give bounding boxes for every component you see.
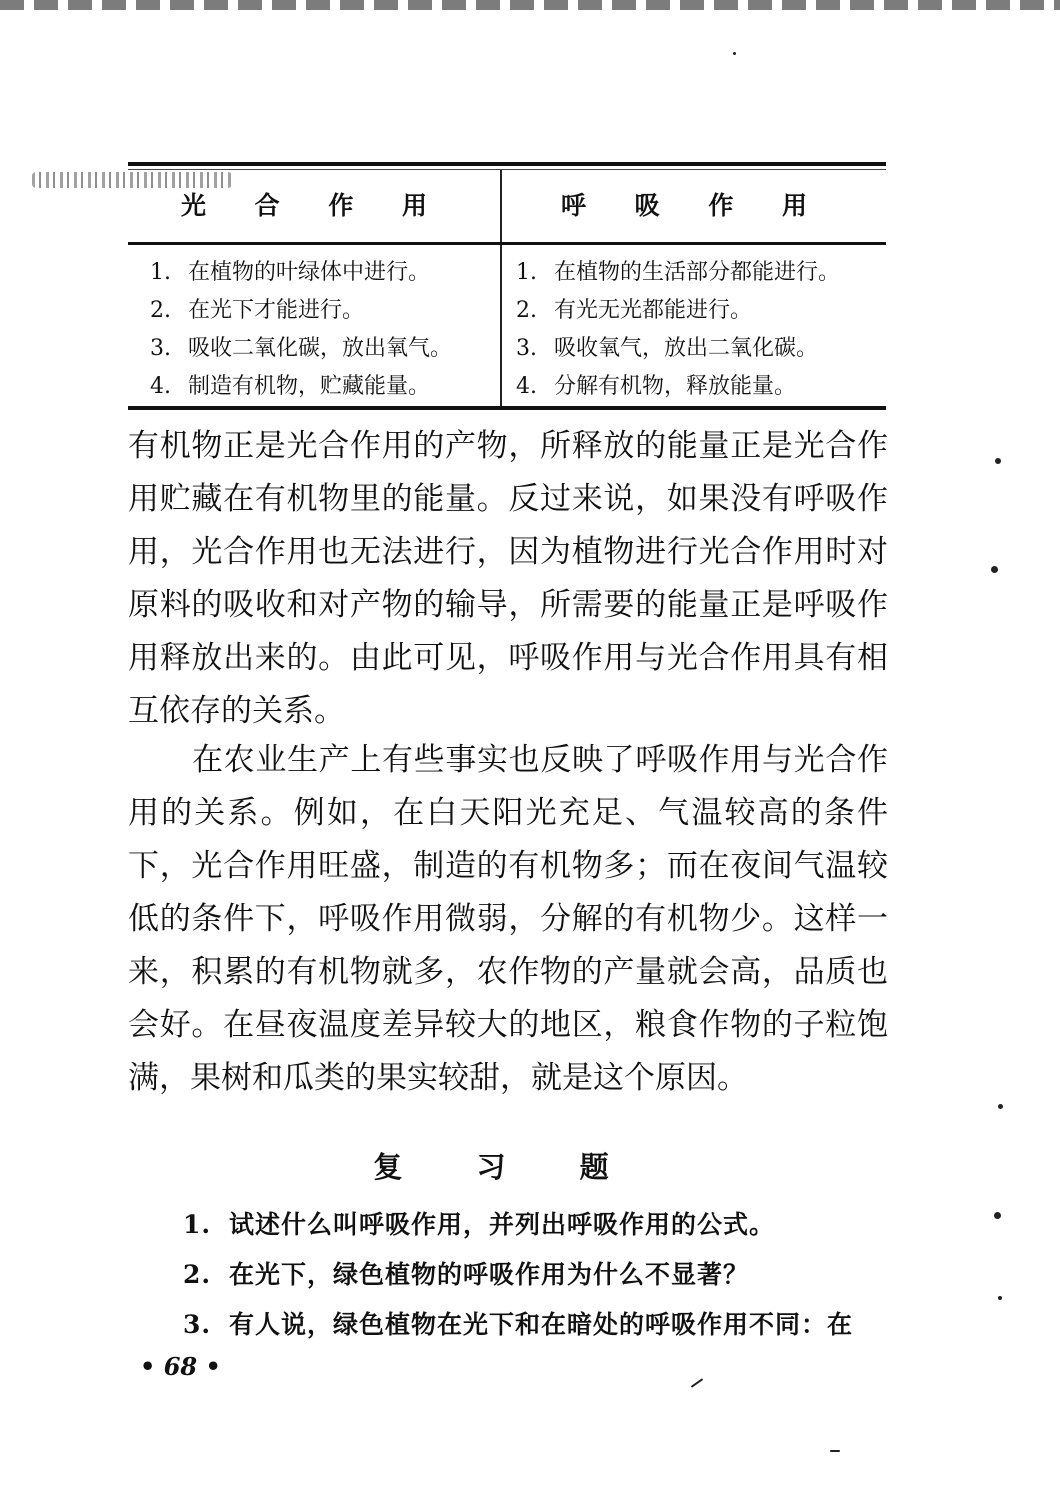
- item-number: 2.: [516, 298, 537, 323]
- paragraph-agriculture: 在农业生产上有些事实也反映了呼吸作用与光合作用的关系。例如，在白天阳光充足、气温较高的条件下，光合作用旺盛，制造的有机物多；而在夜间气温较低的条件下，呼吸作用微弱，分解的有机物少。这样一来，积累的有机物就多，农作物的产量就会高，品质也会好。在昼夜温度差异较大的地区，粮食作物的子粒饱满，果树和瓜类的果实较甜，就是这个原因。: [128, 742, 888, 1096]
- paragraph-interdependence: 有机物正是光合作用的产物，所释放的能量正是光合作用贮藏在有机物里的能量。反过来说，如果没有呼吸作用，光合作用也无法进行，因为植物进行光合作用时对原料的吸收和对产物的输导，所需要的能量正是呼吸作用释放出来的。由此可见，呼吸作用与光合作用具有相互依存的关系。: [128, 428, 888, 729]
- scan-speck: [998, 1296, 1002, 1300]
- respiration-list: [516, 254, 884, 406]
- list-item: [150, 292, 495, 330]
- question-text: 试述什么叫呼吸作用，并列出呼吸作用的公式。: [229, 1210, 776, 1239]
- question-text: 有人说，绿色植物在光下和在暗处的呼吸作用不同：在: [229, 1310, 854, 1339]
- list-item: [516, 254, 884, 292]
- review-question: [183, 1200, 895, 1250]
- item-text: 在光下才能进行。: [188, 298, 365, 323]
- question-number: 3.: [183, 1310, 212, 1339]
- item-text: 吸收二氧化碳，放出氧气。: [188, 336, 453, 361]
- list-item: [150, 254, 495, 292]
- item-number: 3.: [516, 336, 537, 361]
- comparison-table: [128, 162, 886, 412]
- item-number: 4.: [150, 374, 171, 399]
- question-text: 在光下，绿色植物的呼吸作用为什么不显著？: [229, 1260, 750, 1289]
- header-respiration: 呼 吸 作 用: [560, 191, 828, 220]
- page-number: • 68 •: [140, 1352, 221, 1381]
- item-text: 有光无光都能进行。: [554, 298, 753, 323]
- list-item: [516, 368, 884, 406]
- item-text: 在植物的生活部分都能进行。: [554, 260, 841, 285]
- question-number: 1.: [183, 1210, 212, 1239]
- item-text: 在植物的叶绿体中进行。: [188, 260, 431, 285]
- review-question: [183, 1300, 895, 1350]
- item-text: 制造有机物，贮藏能量。: [188, 374, 431, 399]
- item-text: 吸收氧气，放出二氧化碳。: [554, 336, 819, 361]
- item-text: 分解有机物，释放能量。: [554, 374, 797, 399]
- scan-speck: [733, 52, 736, 55]
- table-header-rule: [128, 242, 886, 245]
- list-item: [150, 330, 495, 368]
- photosynthesis-list: [150, 254, 495, 406]
- header-photosynthesis: 光 合 作 用: [180, 191, 448, 220]
- list-item: [516, 330, 884, 368]
- list-item: [516, 292, 884, 330]
- scan-speck: [998, 1104, 1003, 1109]
- item-number: 3.: [150, 336, 171, 361]
- scan-speck: [830, 1450, 840, 1452]
- scan-speck: [995, 458, 1001, 464]
- item-number: 1.: [516, 260, 537, 285]
- table-top-thin-rule: [128, 169, 886, 170]
- table-bottom-rule: [128, 406, 886, 410]
- review-title: 复 习 题: [373, 1150, 641, 1184]
- question-number: 2.: [183, 1260, 212, 1289]
- item-number: 4.: [516, 374, 537, 399]
- list-item: [150, 368, 495, 406]
- item-number: 2.: [150, 298, 171, 323]
- scan-speck: [994, 1212, 1001, 1219]
- item-number: 1.: [150, 260, 171, 285]
- scan-top-edge: [0, 0, 1060, 10]
- scan-speck: [691, 1378, 704, 1388]
- review-questions: [183, 1200, 895, 1350]
- table-top-rule: [128, 162, 886, 166]
- scan-speck: [991, 566, 998, 573]
- review-question: [183, 1250, 895, 1300]
